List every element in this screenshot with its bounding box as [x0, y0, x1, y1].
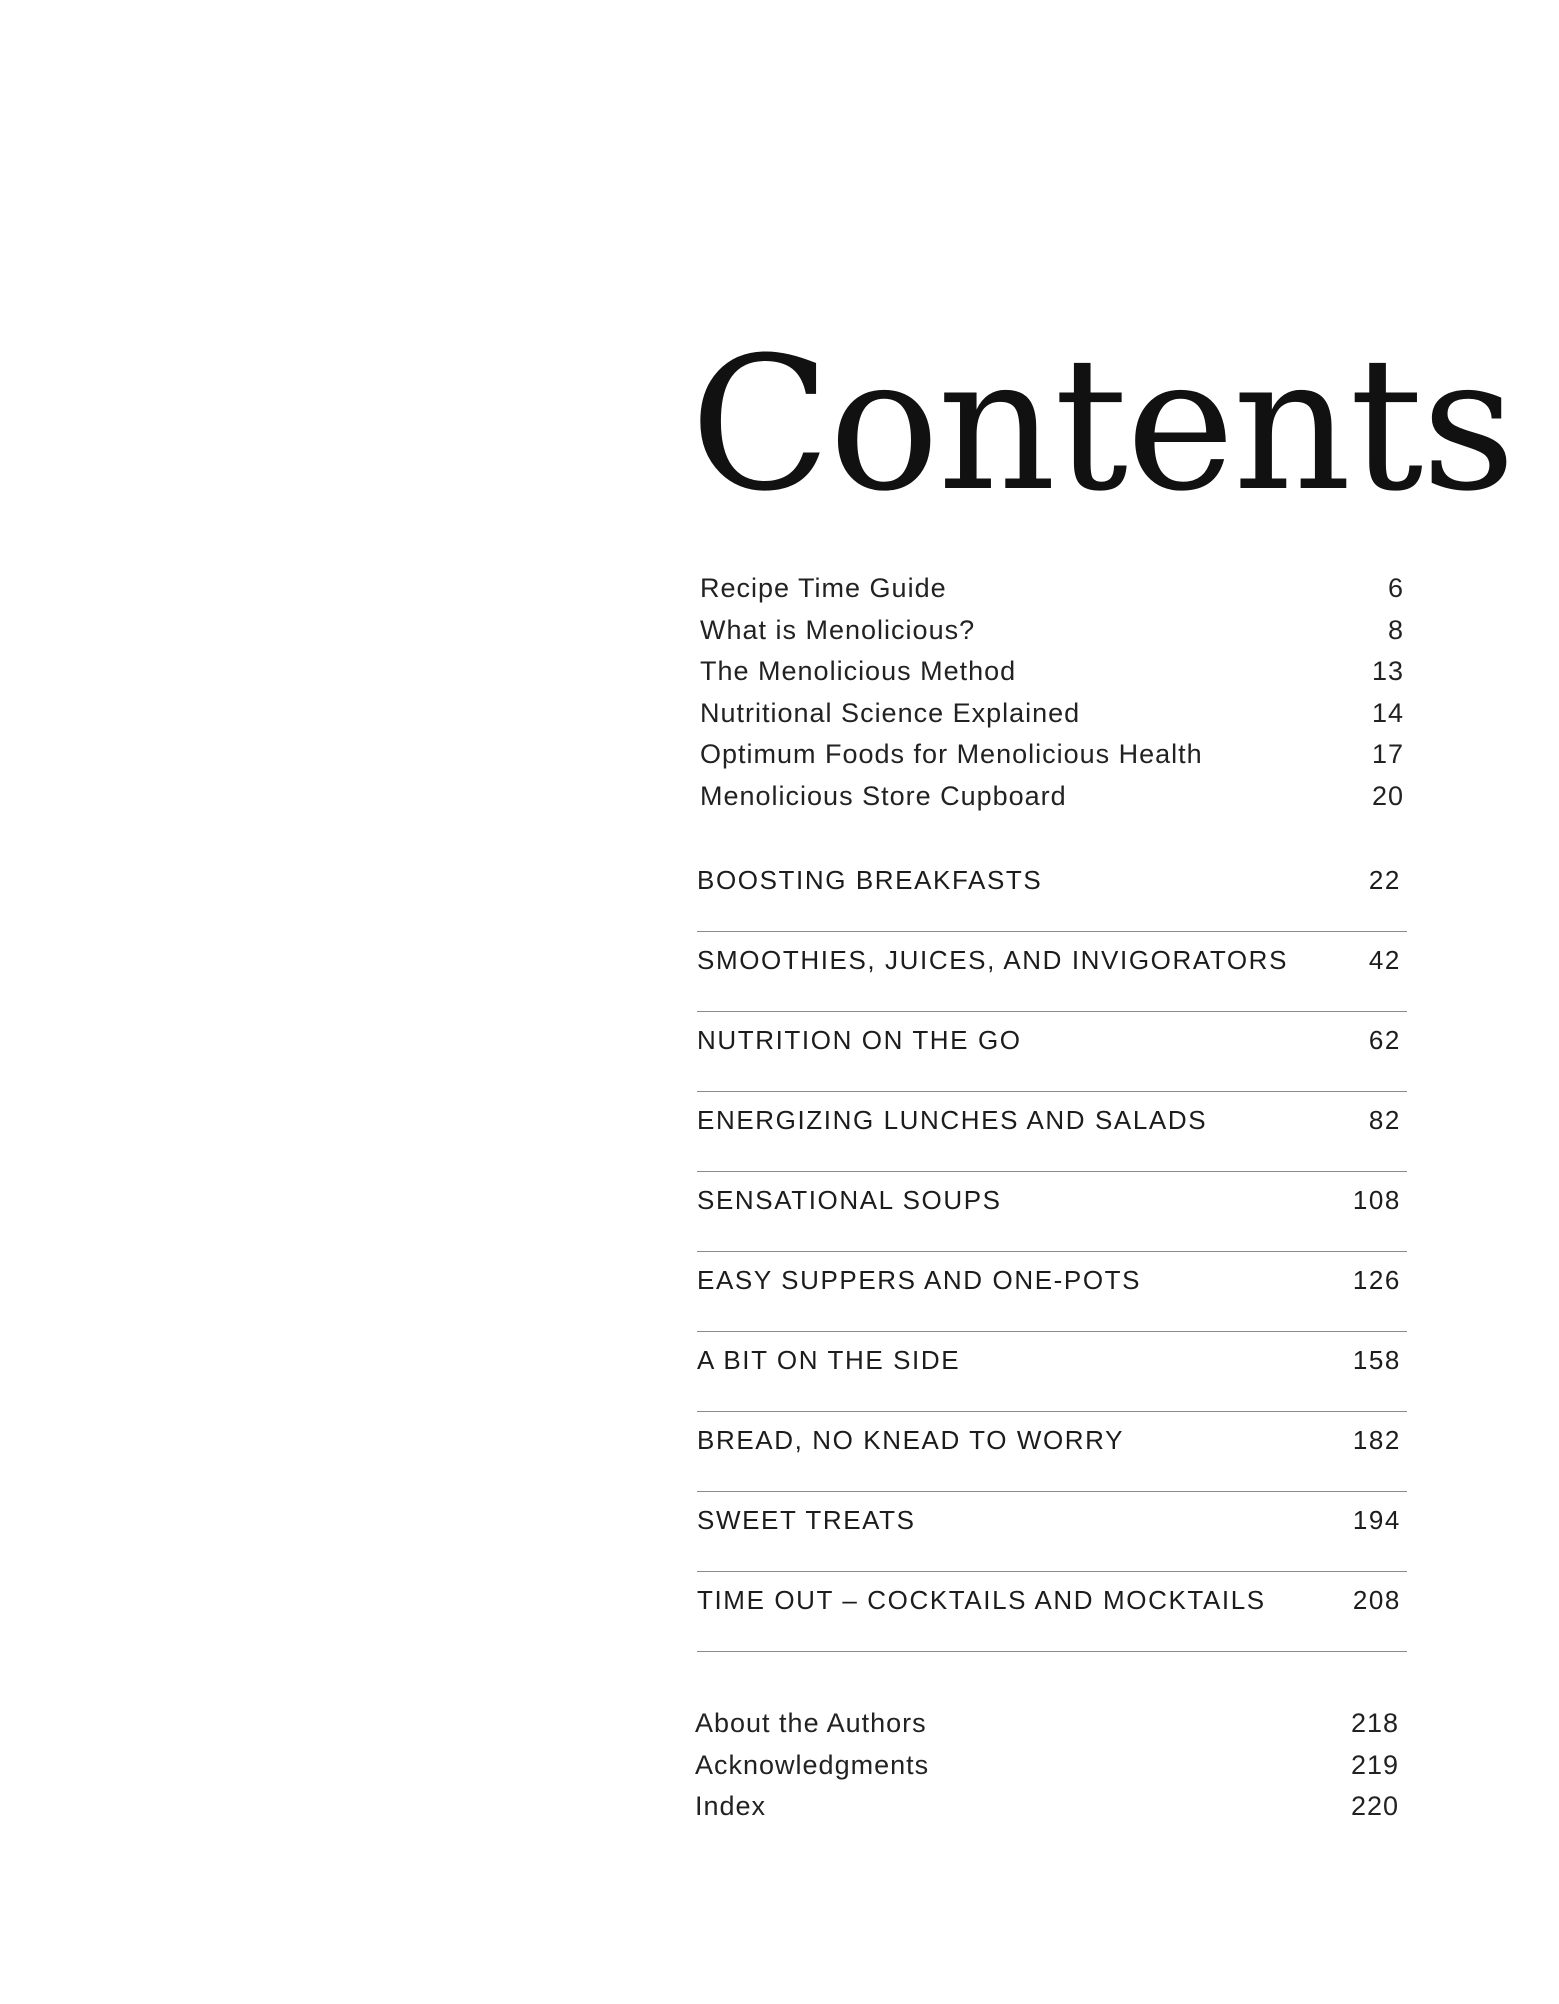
chapter-label: BREAD, NO KNEAD TO WORRY: [697, 1425, 1125, 1455]
chapter-label: EASY SUPPERS AND ONE-POTS: [697, 1265, 1142, 1295]
toc-entry-label: The Menolicious Method: [700, 656, 1017, 686]
toc-entry-page: 14: [1371, 697, 1404, 728]
toc-entry-what-is-menolicious[interactable]: [700, 610, 1410, 652]
toc-entry-label: Menolicious Store Cupboard: [700, 780, 1067, 811]
chapter-list: [697, 852, 1407, 1652]
toc-entry-label: About the Authors: [695, 1708, 927, 1738]
toc-entry-page: 218: [1350, 1708, 1399, 1738]
chapter-label: BOOSTING BREAKFASTS: [697, 865, 1043, 895]
chapter-entry-nutrition-on-the-go[interactable]: [697, 1012, 1407, 1092]
chapter-page: 62: [1368, 1025, 1401, 1055]
toc-entry-about-authors[interactable]: [695, 1703, 1405, 1745]
toc-entry-page: 20: [1371, 780, 1404, 811]
front-matter-list: [700, 568, 1410, 817]
toc-entry-recipe-time-guide[interactable]: [700, 568, 1410, 610]
chapter-entry-time-out[interactable]: [697, 1572, 1407, 1652]
toc-entry-page: 220: [1350, 1791, 1399, 1821]
toc-entry-label: Nutritional Science Explained: [700, 697, 1081, 728]
chapter-entry-sweet-treats[interactable]: [697, 1492, 1407, 1572]
chapter-label: ENERGIZING LUNCHES AND SALADS: [697, 1105, 1208, 1135]
chapter-page: 208: [1352, 1585, 1401, 1615]
toc-entry-optimum-foods[interactable]: [700, 734, 1410, 776]
chapter-entry-bit-on-the-side[interactable]: [697, 1332, 1407, 1412]
chapter-entry-smoothies[interactable]: [697, 932, 1407, 1012]
toc-entry-page: 6: [1387, 573, 1404, 603]
chapter-label: TIME OUT – COCKTAILS AND MOCKTAILS: [697, 1585, 1266, 1615]
toc-entry-label: Acknowledgments: [695, 1749, 930, 1780]
chapter-entry-energizing-lunches[interactable]: [697, 1092, 1407, 1172]
back-matter-list: [695, 1703, 1405, 1828]
chapter-page: 108: [1352, 1185, 1401, 1215]
chapter-entry-bread[interactable]: [697, 1412, 1407, 1492]
chapter-page: 194: [1352, 1505, 1401, 1535]
toc-entry-label: Recipe Time Guide: [700, 573, 947, 603]
toc-entry-page: 219: [1350, 1749, 1399, 1780]
toc-entry-page: 13: [1371, 656, 1404, 686]
toc-entry-label: Optimum Foods for Menolicious Health: [700, 739, 1203, 769]
chapter-entry-boosting-breakfasts[interactable]: [697, 852, 1407, 932]
chapter-entry-easy-suppers[interactable]: [697, 1252, 1407, 1332]
toc-entry-label: What is Menolicious?: [700, 614, 976, 645]
chapter-page: 158: [1352, 1345, 1401, 1375]
chapter-page: 182: [1352, 1425, 1401, 1455]
chapter-label: SENSATIONAL SOUPS: [697, 1185, 1002, 1215]
toc-entry-index[interactable]: [695, 1786, 1405, 1828]
chapter-page: 22: [1368, 865, 1401, 895]
chapter-page: 42: [1368, 945, 1401, 975]
toc-entry-page: 8: [1387, 614, 1404, 645]
chapter-label: NUTRITION ON THE GO: [697, 1025, 1022, 1055]
toc-entry-nutritional-science[interactable]: [700, 693, 1410, 735]
chapter-label: A BIT ON THE SIDE: [697, 1345, 961, 1375]
chapter-entry-sensational-soups[interactable]: [697, 1172, 1407, 1252]
chapter-page: 82: [1368, 1105, 1401, 1135]
page-title: Contents: [690, 318, 1514, 533]
toc-entry-label: Index: [695, 1791, 767, 1821]
toc-entry-store-cupboard[interactable]: [700, 776, 1410, 818]
chapter-page: 126: [1352, 1265, 1401, 1295]
chapter-label: SMOOTHIES, JUICES, AND INVIGORATORS: [697, 945, 1289, 975]
chapter-label: SWEET TREATS: [697, 1505, 916, 1535]
toc-entry-page: 17: [1371, 739, 1404, 769]
toc-entry-acknowledgments[interactable]: [695, 1745, 1405, 1787]
toc-entry-menolicious-method[interactable]: [700, 651, 1410, 693]
